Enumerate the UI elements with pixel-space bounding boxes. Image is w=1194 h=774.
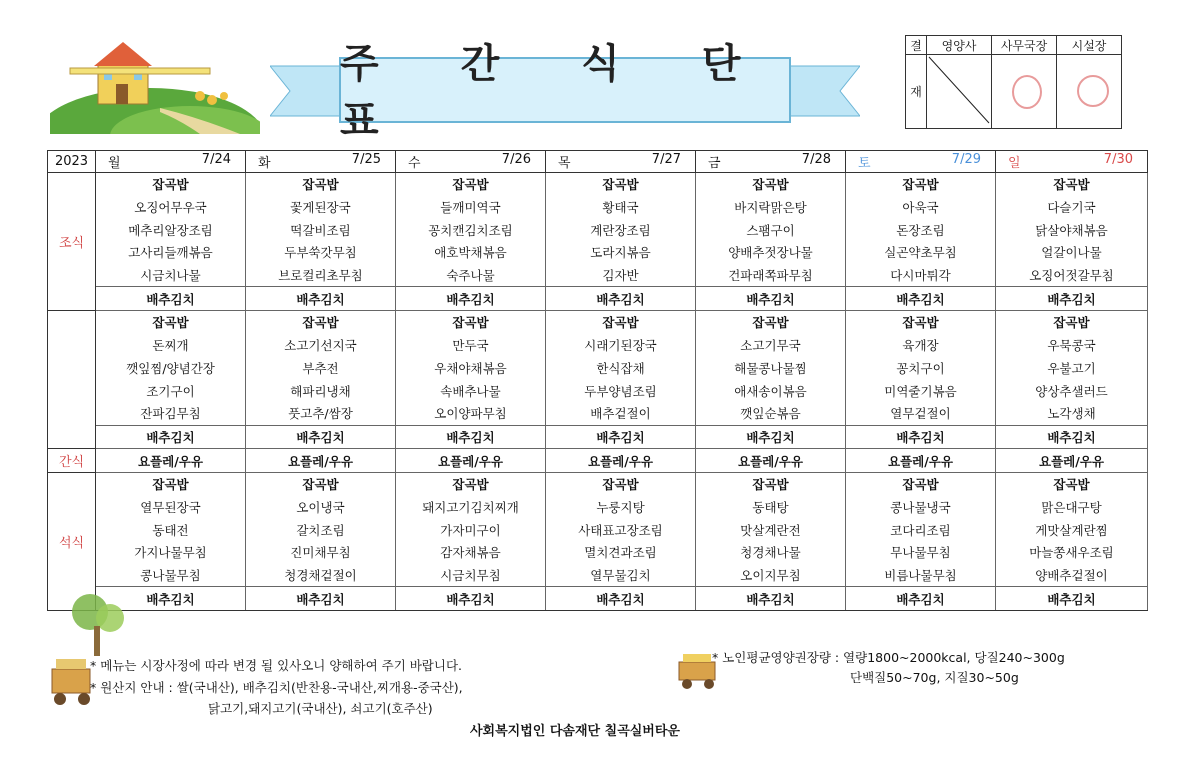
day-header xyxy=(96,151,246,173)
nutrition-notice-line2: 단백질50~70g, 지질30~50g xyxy=(850,670,1019,685)
menu-cell: 미역줄기볶음 xyxy=(846,379,996,402)
menu-cell: 얼갈이나물 xyxy=(996,241,1148,264)
day-header xyxy=(996,151,1148,173)
day-date: 7/28 xyxy=(801,152,831,167)
menu-cell: 가지나물무침 xyxy=(96,541,246,564)
day-header-content xyxy=(246,152,395,171)
menu-cell: 해파리냉채 xyxy=(246,379,396,402)
menu-cell: 노각생채 xyxy=(996,402,1148,425)
menu-cell: 한식잡채 xyxy=(546,357,696,380)
menu-cell: 닭살야채볶음 xyxy=(996,218,1148,241)
menu-cell: 배추김치 xyxy=(846,287,996,311)
menu-cell: 배추김치 xyxy=(396,287,546,311)
signature-slot-director xyxy=(1057,55,1122,129)
seal-stamp xyxy=(1012,75,1042,109)
seal-stamp xyxy=(1077,75,1109,107)
menu-cell: 요플레/우유 xyxy=(696,449,846,473)
menu-cell: 바지락맑은탕 xyxy=(696,196,846,219)
menu-cell: 누룽지탕 xyxy=(546,496,696,519)
approval-header-nutritionist: 영양사 xyxy=(927,36,992,55)
menu-cell: 배추김치 xyxy=(996,287,1148,311)
menu-cell: 맑은대구탕 xyxy=(996,496,1148,519)
menu-cell: 배추김치 xyxy=(996,587,1148,611)
menu-cell: 잡곡밥 xyxy=(96,472,246,495)
menu-cell: 배추김치 xyxy=(396,425,546,449)
menu-cell: 코다리조림 xyxy=(846,518,996,541)
menu-cell: 아욱국 xyxy=(846,196,996,219)
menu-cell: 오징어무우국 xyxy=(96,196,246,219)
menu-cell: 배추김치 xyxy=(96,425,246,449)
menu-cell: 잡곡밥 xyxy=(846,311,996,334)
menu-cell: 브로컬리초무침 xyxy=(246,264,396,287)
day-header xyxy=(696,151,846,173)
menu-row xyxy=(48,173,1148,196)
menu-cell: 두부양념조림 xyxy=(546,379,696,402)
menu-cell: 육개장 xyxy=(846,334,996,357)
menu-cell: 돈장조림 xyxy=(846,218,996,241)
signature-slot-nutritionist xyxy=(927,55,992,129)
menu-cell: 오이지무침 xyxy=(696,564,846,587)
page-title: 주 간 식 단 표 xyxy=(340,41,775,144)
menu-cell: 오이냉국 xyxy=(246,496,396,519)
day-header-content xyxy=(396,152,545,171)
menu-cell: 배추김치 xyxy=(396,587,546,611)
change-notice: * 메뉴는 시장사정에 따라 변경 될 있사오니 양해하여 주기 바랍니다. xyxy=(90,658,463,673)
day-header-content xyxy=(546,152,695,171)
menu-row xyxy=(48,449,1148,473)
menu-cell: 잡곡밥 xyxy=(996,472,1148,495)
day-name: 수 xyxy=(408,156,421,171)
day-header-content xyxy=(846,152,995,171)
day-header xyxy=(546,151,696,173)
menu-cell: 잡곡밥 xyxy=(546,311,696,334)
menu-row xyxy=(48,518,1148,541)
menu-cell: 깻잎순볶음 xyxy=(696,402,846,425)
day-header-content xyxy=(996,152,1147,171)
menu-cell: 풋고추/쌈장 xyxy=(246,402,396,425)
menu-cell: 배추김치 xyxy=(246,287,396,311)
menu-cell: 잡곡밥 xyxy=(96,311,246,334)
menu-cell: 애호박채볶음 xyxy=(396,241,546,264)
menu-cell: 애새송이볶음 xyxy=(696,379,846,402)
wagon-illustration xyxy=(48,655,96,711)
menu-cell: 건파래쪽파무침 xyxy=(696,264,846,287)
menu-cell: 동태전 xyxy=(96,518,246,541)
meal-label-breakfast: 조식 xyxy=(48,173,96,311)
menu-row xyxy=(48,241,1148,264)
menu-cell: 잡곡밥 xyxy=(546,472,696,495)
menu-cell: 배추김치 xyxy=(696,425,846,449)
menu-cell: 꽃게된장국 xyxy=(246,196,396,219)
menu-cell: 돼지고기김치찌개 xyxy=(396,496,546,519)
meal-label-lunch xyxy=(48,311,96,449)
year-cell: 2023 xyxy=(48,151,96,173)
menu-row xyxy=(48,472,1148,495)
menu-cell: 깻잎찜/양념간장 xyxy=(96,357,246,380)
menu-cell: 열무물김치 xyxy=(546,564,696,587)
menu-cell: 잡곡밥 xyxy=(246,173,396,196)
menu-cell: 조기구이 xyxy=(96,379,246,402)
menu-cell: 우불고기 xyxy=(996,357,1148,380)
menu-cell: 배추김치 xyxy=(696,587,846,611)
menu-row xyxy=(48,587,1148,611)
origin-notice-line2: 닭고기,돼지고기(국내산), 쇠고기(호주산) xyxy=(208,701,433,716)
menu-cell: 잡곡밥 xyxy=(696,311,846,334)
day-header-content xyxy=(696,152,845,171)
day-date: 7/29 xyxy=(951,152,981,167)
menu-cell: 해물콩나물찜 xyxy=(696,357,846,380)
menu-cell: 소고기무국 xyxy=(696,334,846,357)
day-header xyxy=(846,151,996,173)
menu-cell: 부추전 xyxy=(246,357,396,380)
menu-row xyxy=(48,496,1148,519)
menu-cell: 만두국 xyxy=(396,334,546,357)
menu-cell: 배추김치 xyxy=(246,425,396,449)
menu-cell: 들깨미역국 xyxy=(396,196,546,219)
menu-cell: 꽁치캔김치조림 xyxy=(396,218,546,241)
menu-cell: 요플레/우유 xyxy=(996,449,1148,473)
day-header-content xyxy=(96,152,245,171)
day-name: 목 xyxy=(558,156,571,171)
menu-cell: 실곤약초무침 xyxy=(846,241,996,264)
menu-cell: 잡곡밥 xyxy=(846,173,996,196)
menu-cell: 꽁치구이 xyxy=(846,357,996,380)
day-date: 7/26 xyxy=(501,152,531,167)
menu-cell: 시금치나물 xyxy=(96,264,246,287)
menu-cell: 오징어젓갈무침 xyxy=(996,264,1148,287)
menu-cell: 잡곡밥 xyxy=(846,472,996,495)
menu-cell: 멸치견과조림 xyxy=(546,541,696,564)
menu-cell: 우채야채볶음 xyxy=(396,357,546,380)
menu-row xyxy=(48,334,1148,357)
menu-cell: 잡곡밥 xyxy=(546,173,696,196)
menu-cell: 도라지볶음 xyxy=(546,241,696,264)
menu-cell: 고사리들깨볶음 xyxy=(96,241,246,264)
day-name: 토 xyxy=(858,156,871,171)
day-name: 일 xyxy=(1008,156,1021,171)
menu-cell: 배추김치 xyxy=(546,587,696,611)
menu-cell: 메추리알장조림 xyxy=(96,218,246,241)
menu-cell: 요플레/우유 xyxy=(546,449,696,473)
menu-cell: 잡곡밥 xyxy=(996,311,1148,334)
menu-row xyxy=(48,357,1148,380)
menu-cell: 잔파김무침 xyxy=(96,402,246,425)
menu-cell: 배추김치 xyxy=(546,425,696,449)
menu-cell: 우묵콩국 xyxy=(996,334,1148,357)
menu-cell: 요플레/우유 xyxy=(396,449,546,473)
menu-cell: 가자미구이 xyxy=(396,518,546,541)
menu-cell: 동태탕 xyxy=(696,496,846,519)
approval-header-office-manager: 사무국장 xyxy=(992,36,1057,55)
day-header xyxy=(396,151,546,173)
menu-row xyxy=(48,425,1148,449)
menu-cell: 시금치무침 xyxy=(396,564,546,587)
footer-organization: 사회복지법인 다솜재단 칠곡실버타운 xyxy=(470,724,680,739)
approval-header-director: 시설장 xyxy=(1057,36,1122,55)
menu-cell: 김자반 xyxy=(546,264,696,287)
menu-cell: 무나물무침 xyxy=(846,541,996,564)
day-date: 7/25 xyxy=(351,152,381,167)
menu-cell: 사태표고장조림 xyxy=(546,518,696,541)
menu-cell: 배추김치 xyxy=(96,587,246,611)
menu-row xyxy=(48,196,1148,219)
menu-cell: 배추김치 xyxy=(846,587,996,611)
menu-cell: 잡곡밥 xyxy=(696,472,846,495)
menu-cell: 소고기선지국 xyxy=(246,334,396,357)
menu-cell: 잡곡밥 xyxy=(96,173,246,196)
menu-cell: 청경채나물 xyxy=(696,541,846,564)
menu-cell: 배추김치 xyxy=(246,587,396,611)
day-date: 7/27 xyxy=(651,152,681,167)
menu-cell: 잡곡밥 xyxy=(246,472,396,495)
menu-cell: 양배추젓장나물 xyxy=(696,241,846,264)
menu-cell: 열무된장국 xyxy=(96,496,246,519)
diagonal-line xyxy=(927,55,991,125)
menu-cell: 다슬기국 xyxy=(996,196,1148,219)
menu-row xyxy=(48,264,1148,287)
menu-cell: 잡곡밥 xyxy=(396,472,546,495)
menu-row xyxy=(48,311,1148,334)
menu-row xyxy=(48,379,1148,402)
origin-notice-line1: * 원산지 안내 : 쌀(국내산), 배추김치(반찬용-국내산,찌개용-중국산), xyxy=(90,680,463,695)
menu-cell: 잡곡밥 xyxy=(396,173,546,196)
approval-box xyxy=(905,35,1122,129)
approval-label-bottom: 재 xyxy=(906,55,927,129)
day-name: 금 xyxy=(708,156,721,171)
menu-cell: 마늘쫑새우조림 xyxy=(996,541,1148,564)
day-name: 화 xyxy=(258,156,271,171)
weekly-menu-table xyxy=(47,150,1148,611)
menu-cell: 숙주나물 xyxy=(396,264,546,287)
day-date: 7/30 xyxy=(1103,152,1133,167)
nutrition-notice-line1: * 노인평균영양권장량 : 열량1800~2000kcal, 당질240~300g xyxy=(712,650,1065,665)
tree-illustration xyxy=(60,588,140,658)
menu-cell: 맛살계란전 xyxy=(696,518,846,541)
menu-cell: 속배추나물 xyxy=(396,379,546,402)
menu-cell: 비름나물무침 xyxy=(846,564,996,587)
menu-cell: 배추김치 xyxy=(696,287,846,311)
menu-cell: 잡곡밥 xyxy=(996,173,1148,196)
menu-row xyxy=(48,287,1148,311)
menu-cell: 요플레/우유 xyxy=(246,449,396,473)
menu-cell: 두부쑥갓무침 xyxy=(246,241,396,264)
menu-row xyxy=(48,541,1148,564)
menu-row xyxy=(48,402,1148,425)
menu-cell: 게맛살계란찜 xyxy=(996,518,1148,541)
house-on-hill-illustration xyxy=(50,38,260,134)
menu-cell: 시래기된장국 xyxy=(546,334,696,357)
menu-cell: 요플레/우유 xyxy=(846,449,996,473)
menu-cell: 스팸구이 xyxy=(696,218,846,241)
menu-cell: 감자채볶음 xyxy=(396,541,546,564)
menu-cell: 잡곡밥 xyxy=(246,311,396,334)
approval-label-top: 결 xyxy=(906,36,927,55)
menu-cell: 진미채무침 xyxy=(246,541,396,564)
menu-cell: 잡곡밥 xyxy=(696,173,846,196)
menu-cell: 배추겉절이 xyxy=(546,402,696,425)
menu-cell: 돈찌개 xyxy=(96,334,246,357)
menu-cell: 콩나물무침 xyxy=(96,564,246,587)
day-date: 7/24 xyxy=(201,152,231,167)
menu-row xyxy=(48,218,1148,241)
menu-cell: 오이양파무침 xyxy=(396,402,546,425)
menu-cell: 요플레/우유 xyxy=(96,449,246,473)
header-row xyxy=(48,151,1148,173)
menu-cell: 갈치조림 xyxy=(246,518,396,541)
menu-cell: 배추김치 xyxy=(96,287,246,311)
menu-cell: 황태국 xyxy=(546,196,696,219)
menu-cell: 양상추샐러드 xyxy=(996,379,1148,402)
menu-cell: 다시마튀각 xyxy=(846,264,996,287)
signature-slot-office-manager xyxy=(992,55,1057,129)
menu-cell: 청경채겉절이 xyxy=(246,564,396,587)
menu-cell: 배추김치 xyxy=(996,425,1148,449)
meal-label-dinner: 석식 xyxy=(48,472,96,610)
menu-cell: 배추김치 xyxy=(546,287,696,311)
day-name: 월 xyxy=(108,156,121,171)
menu-cell: 열무겉절이 xyxy=(846,402,996,425)
menu-cell: 양배추겉절이 xyxy=(996,564,1148,587)
menu-row xyxy=(48,564,1148,587)
menu-cell: 콩나물냉국 xyxy=(846,496,996,519)
menu-cell: 계란장조림 xyxy=(546,218,696,241)
meal-label-snack: 간식 xyxy=(48,449,96,473)
menu-cell: 잡곡밥 xyxy=(396,311,546,334)
day-header xyxy=(246,151,396,173)
menu-cell: 배추김치 xyxy=(846,425,996,449)
menu-cell: 떡갈비조림 xyxy=(246,218,396,241)
